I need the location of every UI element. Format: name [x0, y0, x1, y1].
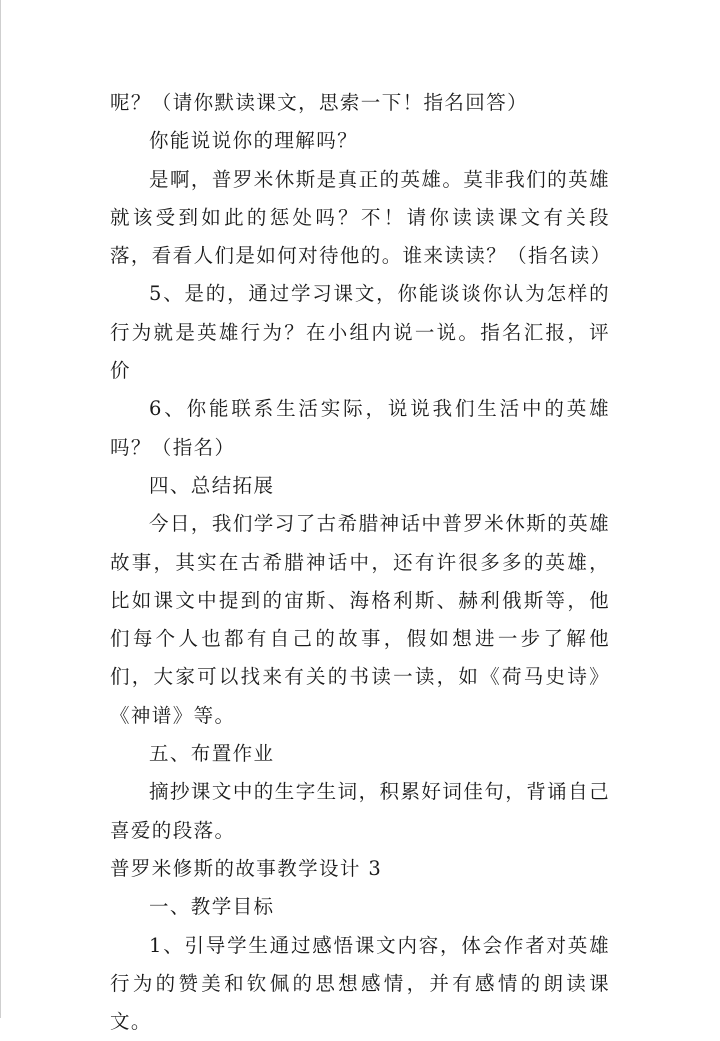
paragraph-step-5: 5、是的，通过学习课文，你能谈谈你认为怎样的行为就是英雄行为？在小组内说一说。指名汇报，评价 [110, 282, 610, 383]
paragraph-question: 你能说说你的理解吗？ [149, 129, 359, 153]
paragraph-summary: 今日，我们学习了古希腊神话中普罗米休斯的英雄故事，其实在古希腊神话中，还有许很多多的英雄，比如课文中提到的宙斯、海格利斯、赫利俄斯等，他们每个人也都有自己的故事，假如想进一步了解他们，大家可以找来有关的书读一读，如《荷马史诗》《神谱》等。 [110, 512, 610, 727]
section-heading-homework: 五、布置作业 [149, 742, 275, 766]
paragraph-continuation: 呢？（请你默读课文，思索一下！指名回答） [110, 91, 529, 114]
document-subtitle: 普罗米修斯的故事教学设计 3 [110, 856, 383, 880]
paragraph-objective-1: 1、引导学生通过感悟课文内容，体会作者对英雄行为的赞美和钦佩的思想感情，并有感情的朗读课文。 [110, 933, 610, 1034]
paragraph-hero-discussion: 是啊，普罗米休斯是真正的英雄。莫非我们的英雄就该受到如此的惩处吗？不！请你读读课文有关段落，看看人们是如何对待他的。谁来读读？（指名读） [110, 167, 612, 268]
section-heading-objectives: 一、教学目标 [149, 895, 275, 919]
page-left-edge [0, 0, 1, 1018]
paragraph-homework: 摘抄课文中的生字生词，积累好词佳句，背诵自己喜爱的段落。 [110, 780, 610, 842]
document-body [110, 84, 610, 1041]
paragraph-step-6: 6、你能联系生活实际，说说我们生活中的英雄吗？（指名） [110, 397, 610, 459]
section-heading-summary: 四、总结拓展 [149, 473, 275, 497]
